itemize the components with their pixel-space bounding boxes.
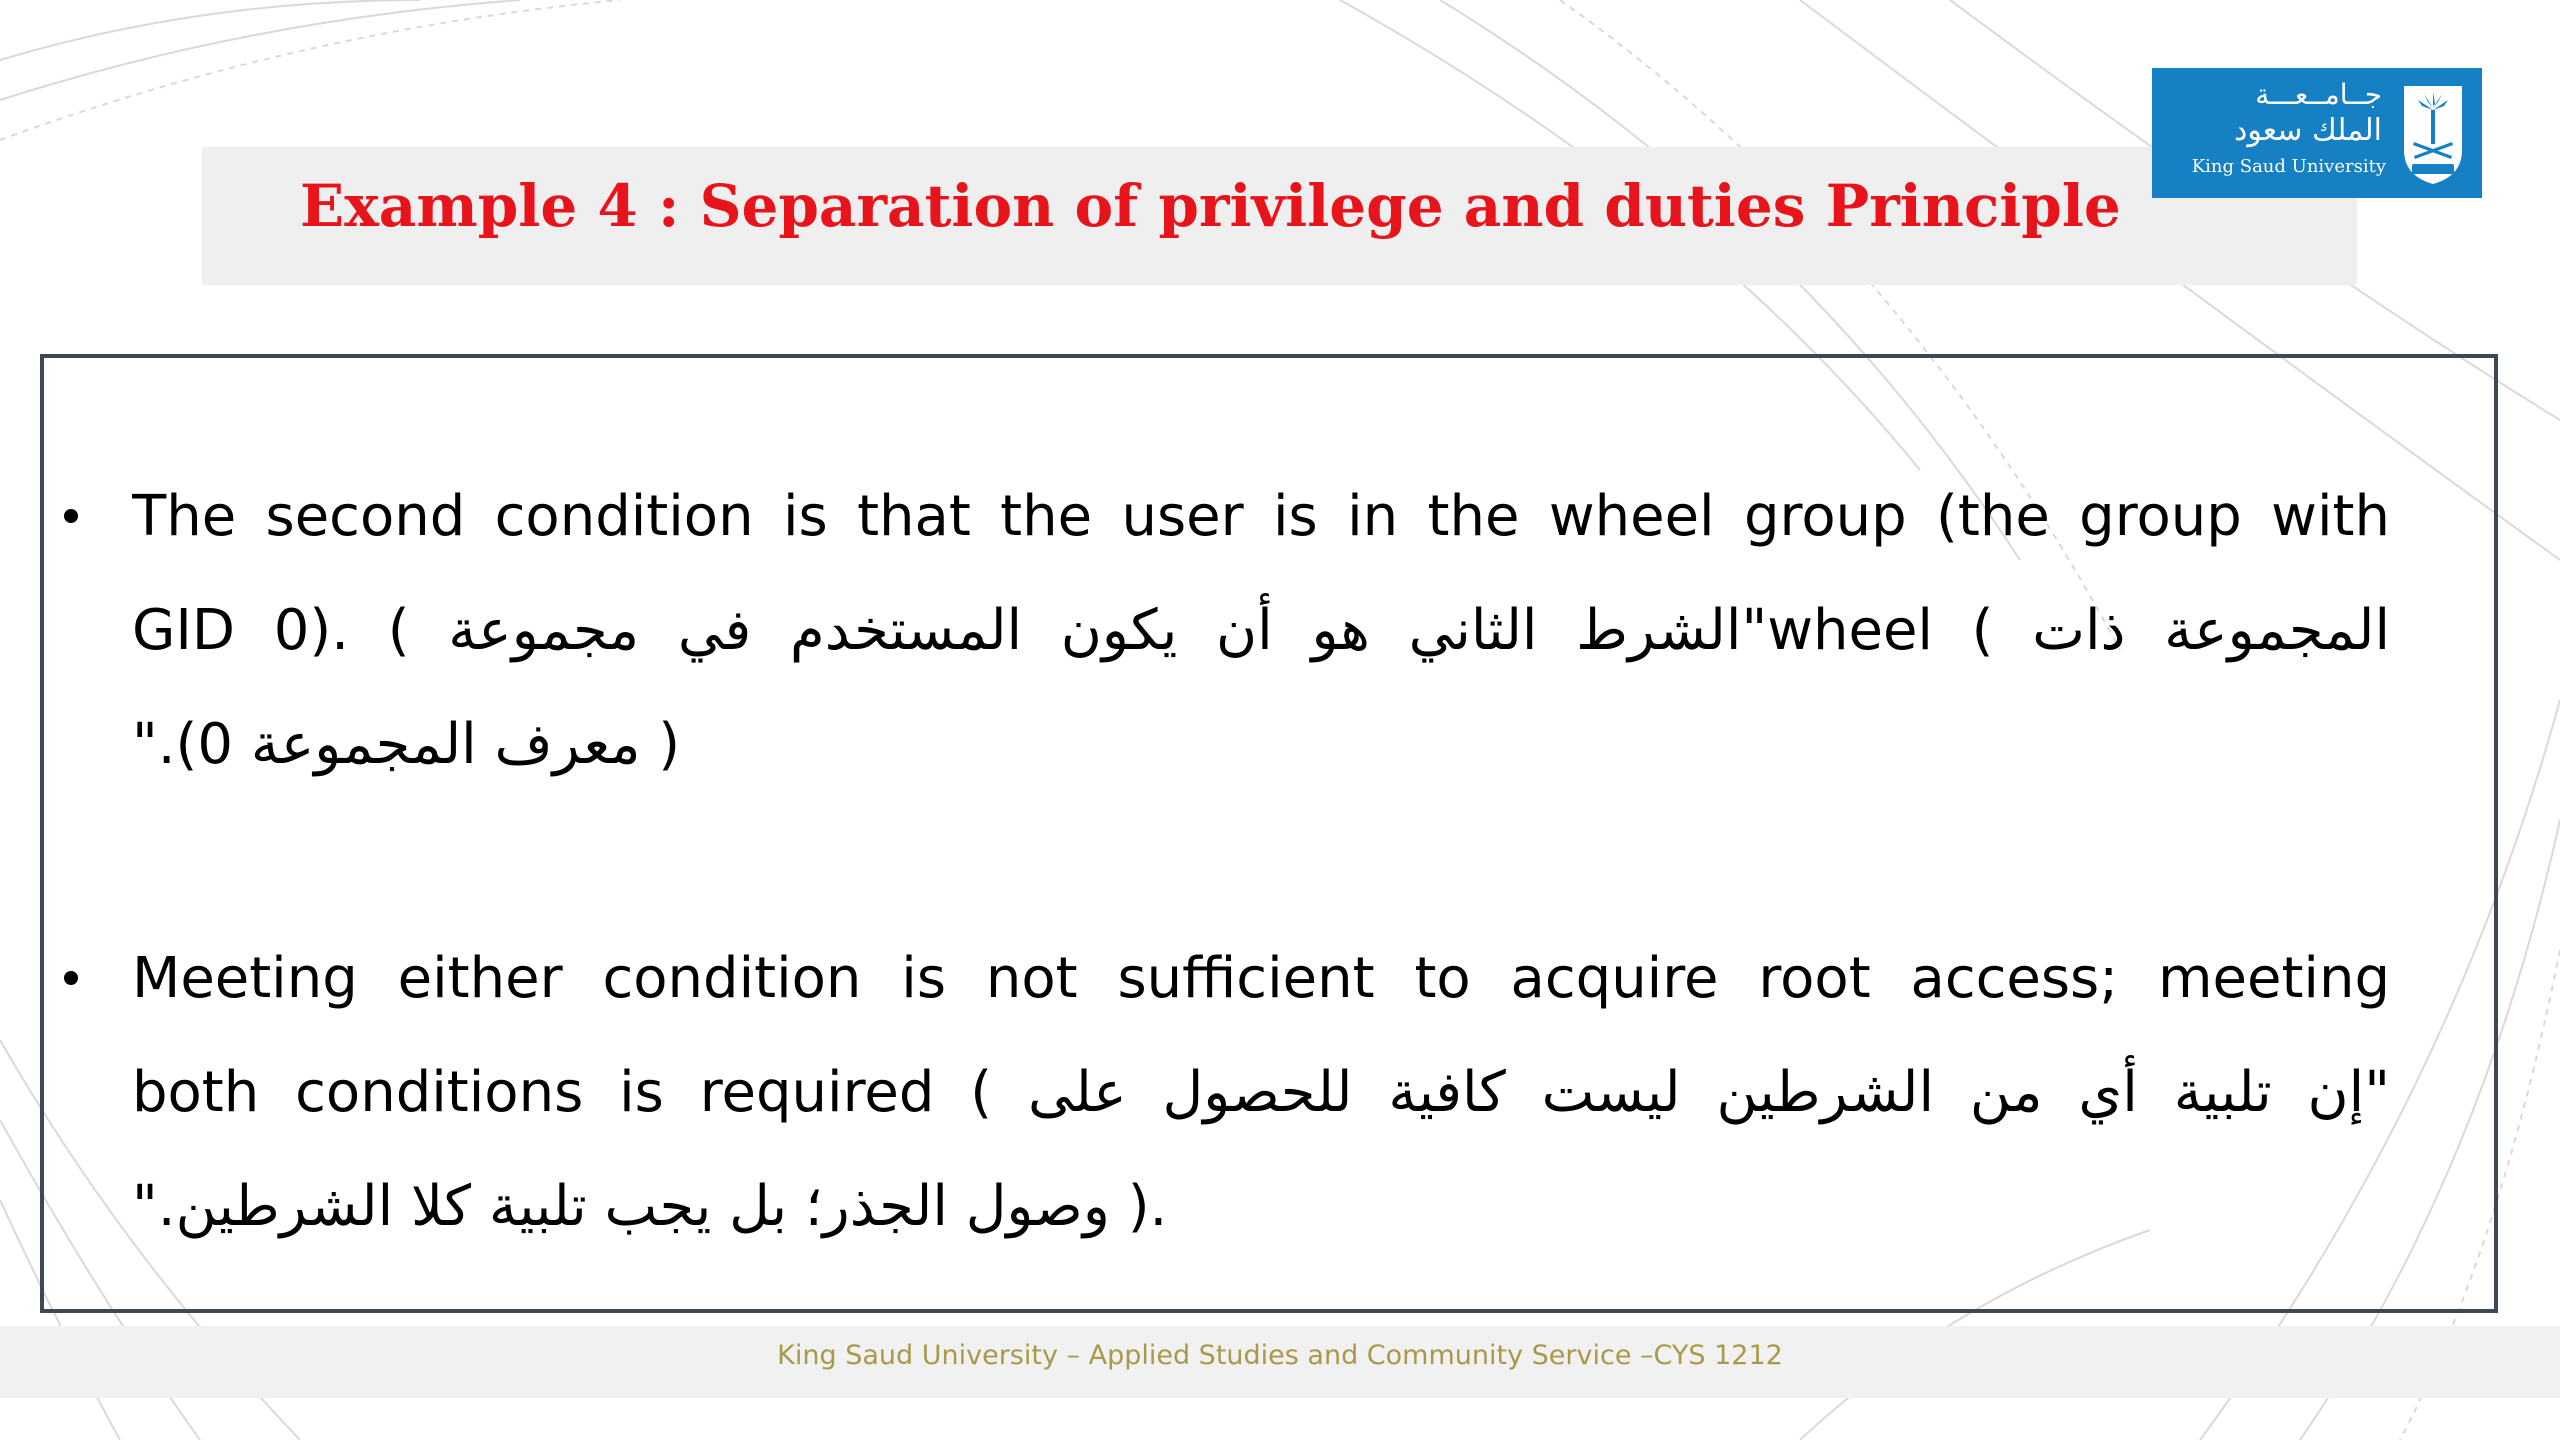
bullet-2-line-1: Meeting either condition is not sufficient to acquire root access; meeting [132,946,2390,1011]
bullet-1-line-1: The second condition is that the user is in the wheel group (the group with [132,484,2390,549]
palm-swords-emblem-icon [2398,80,2468,186]
university-logo [2152,68,2482,198]
slide-title: Example 4 : Separation of privilege and duties Principle [300,172,2121,240]
bullet-paragraph-2 [132,922,2390,1264]
logo-english-name: King Saud University [2191,156,2386,177]
bullet-marker [64,971,78,985]
bullet-1-line-2: GID 0). ( الشرط الثاني هو أن يكون المستخدم في مجموعة"wheel ( المجموعة ذات [132,598,2390,663]
bullet-2-line-2: both conditions is required ( إن تلبية أي من الشرطين ليست كافية للحصول على" [132,1060,2390,1125]
bullet-2-line-3: ".وصول الجذر؛ بل يجب تلبية كلا الشرطين ). [132,1174,1168,1239]
footer-text: King Saud University – Applied Studies and Community Service –CYS 1212 [777,1340,1783,1371]
logo-arabic-line-2: الملك سعود [2233,113,2382,148]
bullet-1-line-3: ".(0 معرف المجموعة ) [132,712,681,777]
bullet-marker [64,509,78,523]
logo-arabic-line-1: جــامــعـــة [2255,78,2382,111]
bullet-paragraph-1 [132,460,2390,802]
